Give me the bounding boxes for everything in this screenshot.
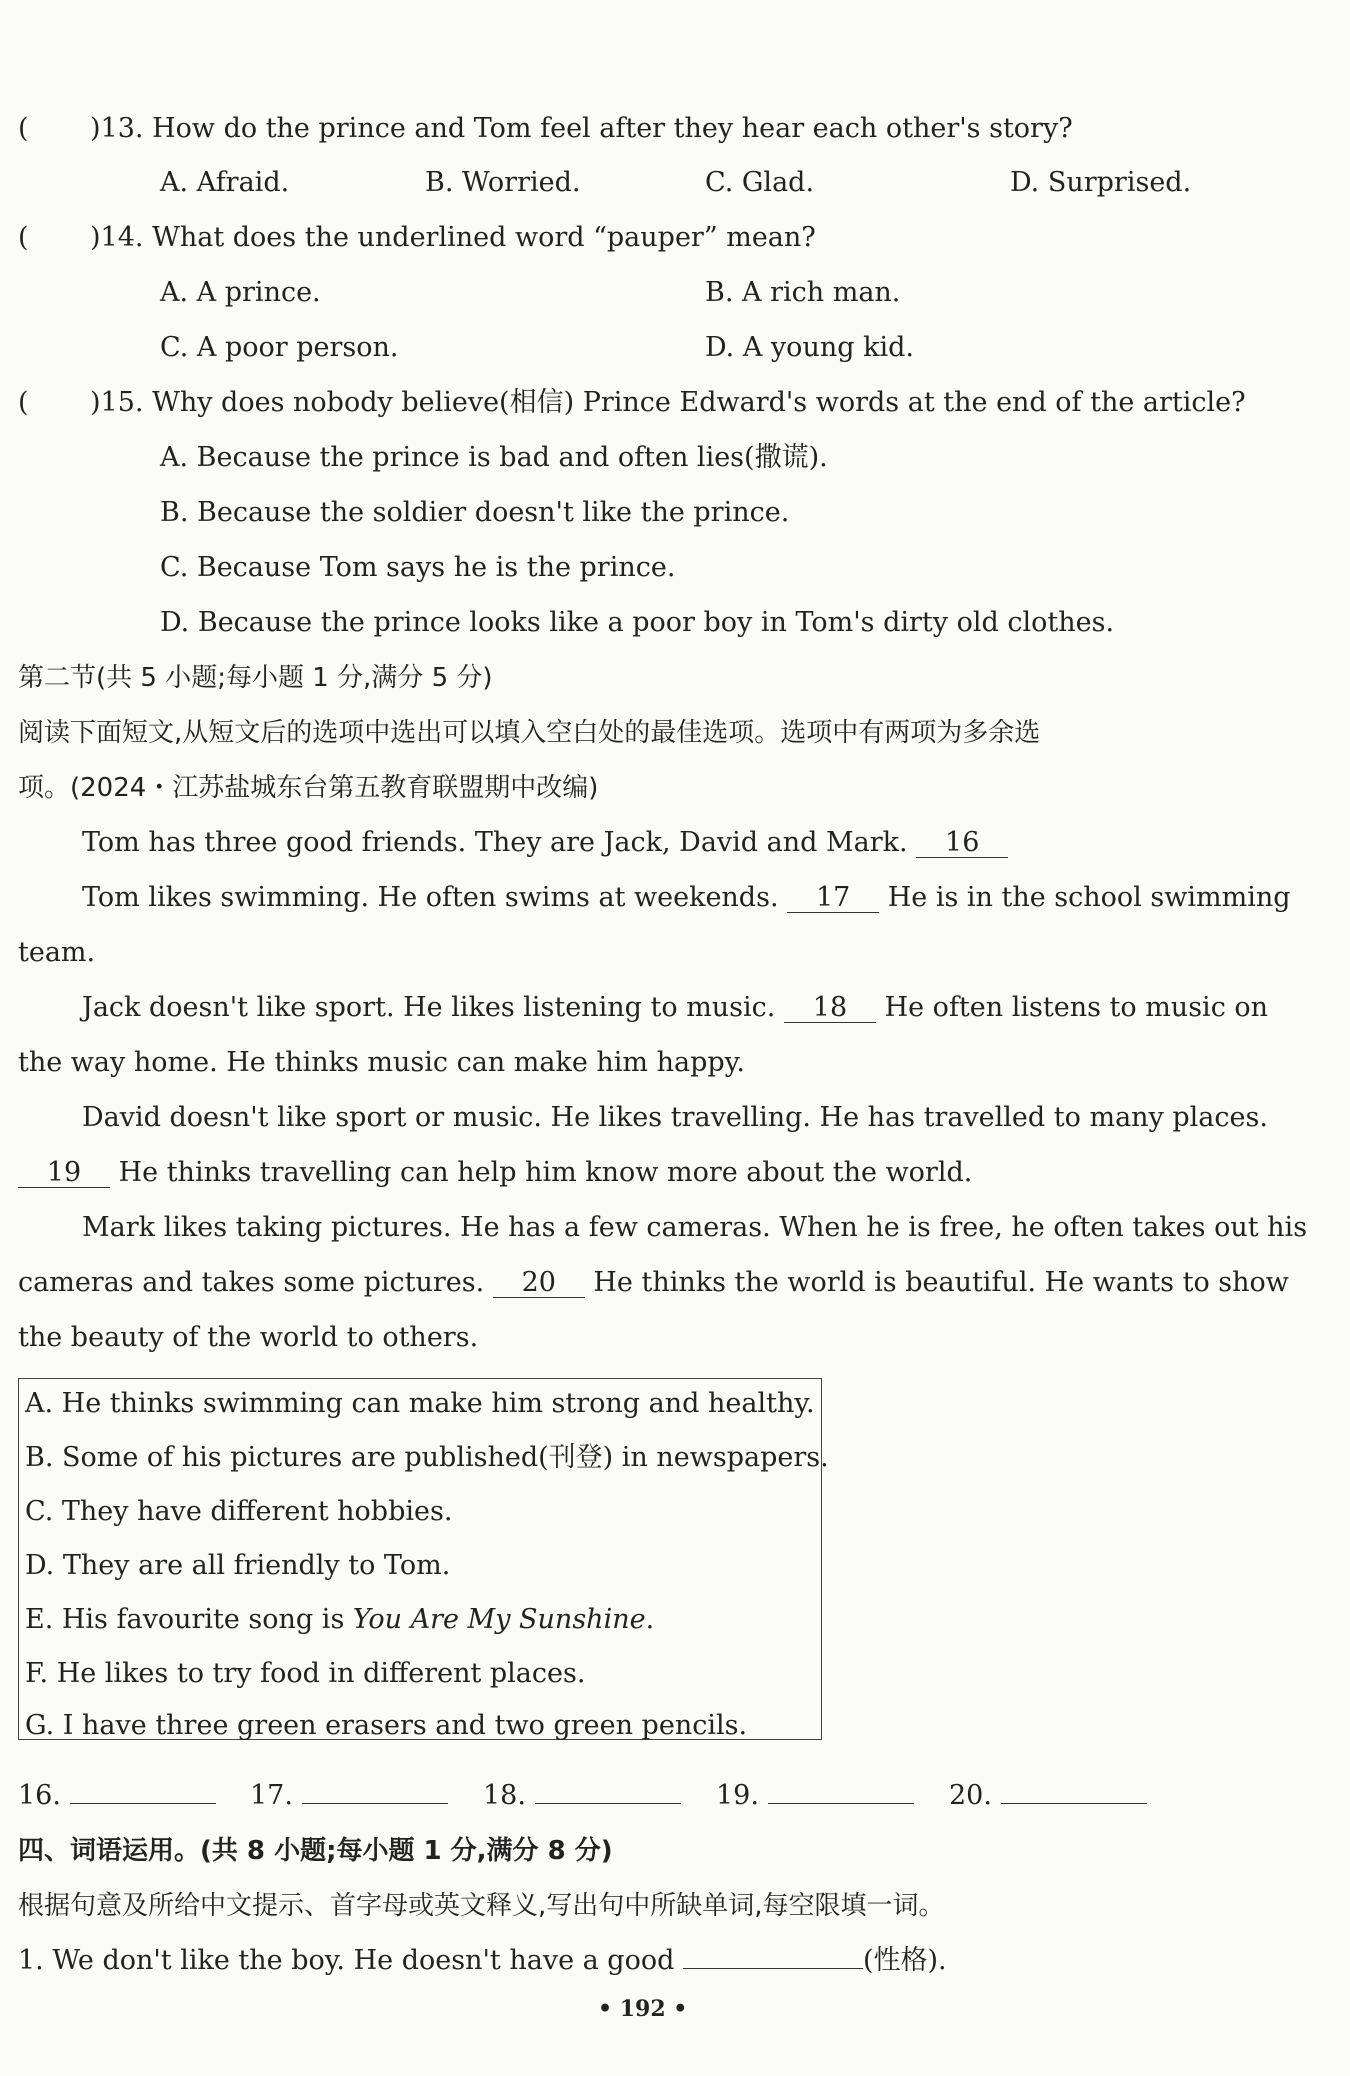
- box-option-g: G. I have three green erasers and two green pencils.: [25, 1710, 748, 1741]
- answer-number: 16.: [18, 1780, 61, 1811]
- option-text: .: [645, 1604, 655, 1635]
- box-option-b: B. Some of his pictures are published(刊登) in newspapers.: [25, 1442, 829, 1473]
- option-d: D. A young kid.: [705, 332, 914, 363]
- blank-18[interactable]: 18: [784, 994, 876, 1023]
- box-option-d: D. They are all friendly to Tom.: [25, 1550, 451, 1581]
- answer-paren: (: [18, 113, 29, 144]
- option-text: E. His favourite song is: [25, 1604, 353, 1635]
- option-a: A. Afraid.: [160, 167, 290, 198]
- answer-blank[interactable]: [535, 1803, 681, 1804]
- option-b: B. A rich man.: [705, 277, 901, 308]
- option-c: C. Glad.: [705, 167, 815, 198]
- option-b: B. Worried.: [425, 167, 581, 198]
- answer-blank[interactable]: [1001, 1803, 1147, 1804]
- answer-16: [18, 1779, 216, 1813]
- passage-text: Tom has three good friends. They are Jack, David and Mark.: [82, 827, 908, 858]
- option-b: B. Because the soldier doesn't like the prince.: [160, 497, 790, 528]
- answer-number: 19.: [716, 1780, 759, 1811]
- blank-20[interactable]: 20: [493, 1269, 585, 1298]
- passage-text: He thinks the world is beautiful. He wants to show: [593, 1267, 1289, 1298]
- answer-blank[interactable]: [302, 1803, 448, 1804]
- question-hint: (性格).: [862, 1945, 947, 1976]
- passage-text: He thinks travelling can help him know more about the world.: [118, 1157, 973, 1188]
- passage-paragraph-4-cont: [18, 1156, 972, 1190]
- answer-blank[interactable]: [768, 1803, 914, 1804]
- question-number: )14.: [90, 222, 144, 253]
- question-13: [18, 112, 1073, 146]
- passage-paragraph-3: [82, 991, 1268, 1025]
- passage-paragraph-4: David doesn't like sport or music. He likes travelling. He has travelled to many places.: [82, 1102, 1268, 1133]
- question-text: Why does nobody believe(相信) Prince Edward's words at the end of the article?: [152, 387, 1246, 418]
- answer-number: 18.: [483, 1780, 526, 1811]
- blank-19[interactable]: 19: [18, 1159, 110, 1188]
- passage-text: He is in the school swimming: [887, 882, 1291, 913]
- question-15: [18, 386, 1246, 420]
- answer-17: [250, 1779, 448, 1813]
- answer-number: 20.: [949, 1780, 992, 1811]
- answer-18: [483, 1779, 681, 1813]
- box-option-a: A. He thinks swimming can make him strong and healthy.: [25, 1388, 815, 1419]
- passage-paragraph-3-cont: the way home. He thinks music can make him happy.: [18, 1047, 745, 1078]
- passage-paragraph-5: Mark likes taking pictures. He has a few cameras. When he is free, he often takes out his: [82, 1212, 1308, 1243]
- box-option-e: [25, 1603, 654, 1637]
- answer-19: [716, 1779, 914, 1813]
- vocab-question-1: [18, 1944, 947, 1978]
- answer-blank[interactable]: [70, 1803, 216, 1804]
- passage-text: Tom likes swimming. He often swims at weekends.: [82, 882, 779, 913]
- passage-text: cameras and takes some pictures.: [18, 1267, 485, 1298]
- vocab-blank-1[interactable]: [683, 1968, 863, 1969]
- options-box: [18, 1378, 829, 1741]
- option-c: C. Because Tom says he is the prince.: [160, 552, 676, 583]
- passage-paragraph-2-cont: team.: [18, 937, 96, 968]
- section-4-heading: 四、词语运用。(共 8 小题;每小题 1 分,满分 8 分): [18, 1836, 613, 1866]
- answer-20: [949, 1779, 1147, 1813]
- passage-paragraph-2: [82, 881, 1291, 915]
- section-2-heading: 第二节(共 5 小题;每小题 1 分,满分 5 分): [18, 663, 493, 693]
- box-option-c: C. They have different hobbies.: [25, 1496, 453, 1527]
- option-c: C. A poor person.: [160, 332, 399, 363]
- question-text: 1. We don't like the boy. He doesn't have a good: [18, 1945, 675, 1976]
- passage-text: Jack doesn't like sport. He likes listening to music.: [82, 992, 776, 1023]
- answer-paren: (: [18, 387, 29, 418]
- question-14: [18, 221, 816, 255]
- question-text: What does the underlined word “pauper” mean?: [152, 222, 816, 253]
- passage-paragraph-1: [82, 826, 1008, 860]
- question-number: )15.: [90, 387, 144, 418]
- section-2-instruction-cont: 项。(2024・江苏盐城东台第五教育联盟期中改编): [18, 773, 599, 803]
- blank-16[interactable]: 16: [916, 829, 1008, 858]
- blank-17[interactable]: 17: [787, 884, 879, 913]
- question-text: How do the prince and Tom feel after they hear each other's story?: [152, 113, 1073, 144]
- option-d: D. Because the prince looks like a poor boy in Tom's dirty old clothes.: [160, 607, 1115, 638]
- option-a: A. Because the prince is bad and often lies(撒谎).: [160, 442, 828, 473]
- passage-paragraph-5-cont: [18, 1266, 1289, 1300]
- box-option-f: F. He likes to try food in different places.: [25, 1658, 586, 1689]
- option-a: A. A prince.: [160, 277, 321, 308]
- page-number: • 192 •: [598, 1996, 688, 2022]
- song-title: You Are My Sunshine: [352, 1604, 646, 1635]
- passage-paragraph-5-end: the beauty of the world to others.: [18, 1322, 479, 1353]
- section-4-instruction: 根据句意及所给中文提示、首字母或英文释义,写出句中所缺单词,每空限填一词。: [18, 1891, 945, 1921]
- option-d: D. Surprised.: [1010, 167, 1192, 198]
- section-2-instruction: 阅读下面短文,从短文后的选项中选出可以填入空白处的最佳选项。选项中有两项为多余选: [18, 718, 1041, 748]
- answer-number: 17.: [250, 1780, 293, 1811]
- passage-text: He often listens to music on: [884, 992, 1269, 1023]
- question-number: )13.: [90, 113, 144, 144]
- answer-paren: (: [18, 222, 29, 253]
